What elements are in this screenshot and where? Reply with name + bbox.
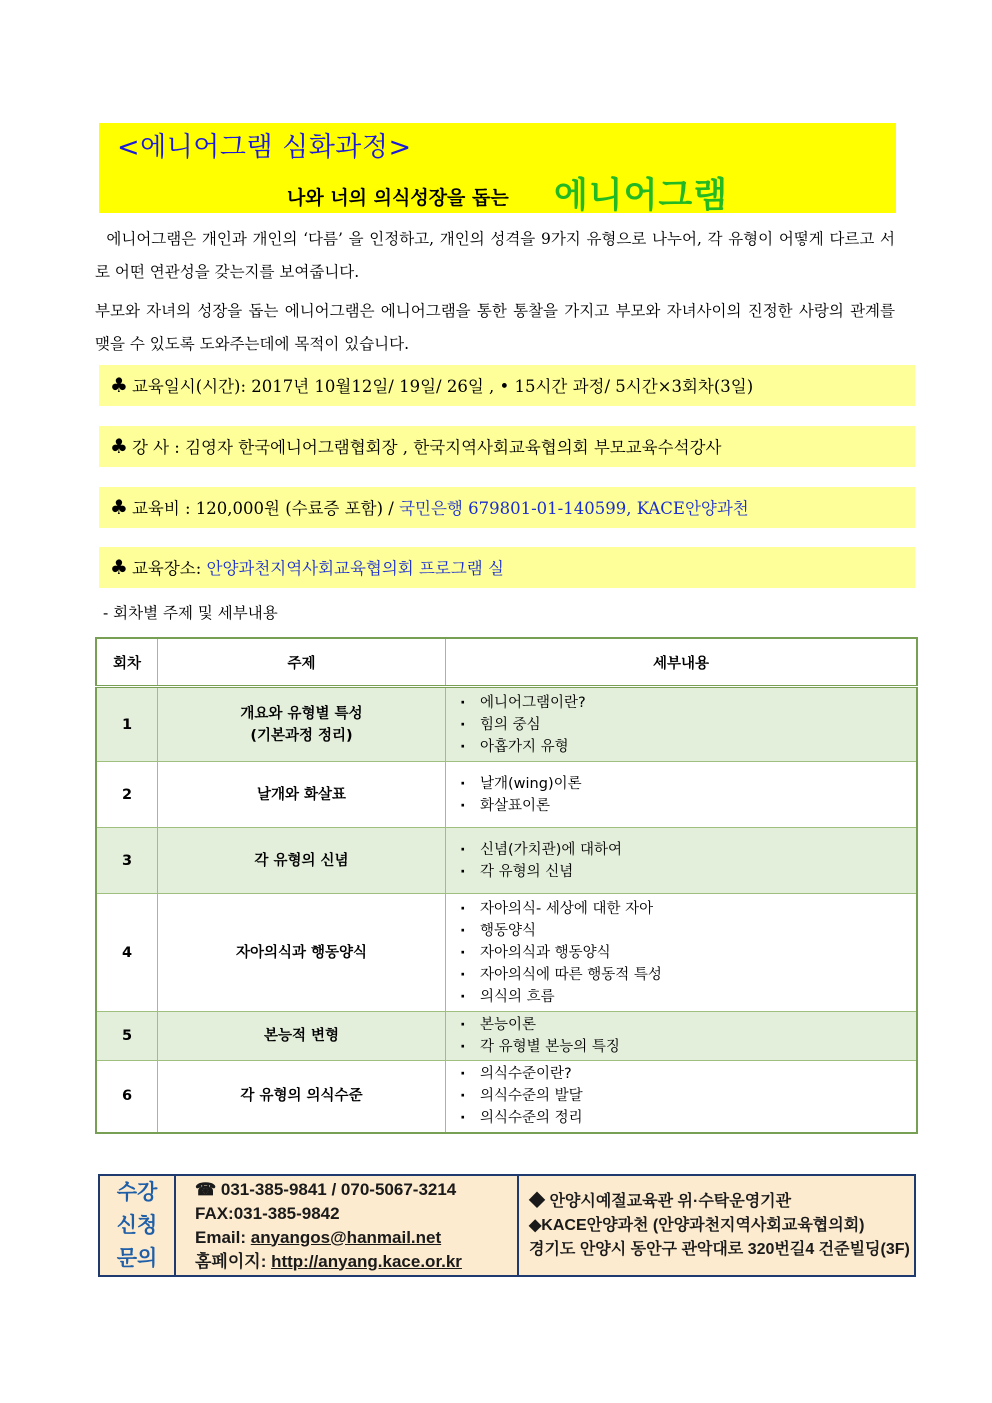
contact-label-line: 수강 xyxy=(116,1180,158,1204)
topic-line: 각 유형의 신념 xyxy=(254,852,349,869)
topic-line: (기본과정 정리) xyxy=(250,727,353,744)
contact-table xyxy=(98,1174,916,1277)
page-title-accent: 에니어그램 xyxy=(554,176,729,216)
detail-item: · 행동양식 xyxy=(460,920,916,942)
email-label: Email: xyxy=(195,1227,251,1247)
session-number: 3 xyxy=(96,828,158,894)
club-icon: ♣ xyxy=(110,555,128,579)
column-header-topic: 주제 xyxy=(158,638,446,687)
topic-line: 자아의식과 행동양식 xyxy=(235,944,368,961)
info-venue-label: 교육장소: xyxy=(131,559,207,578)
session-details xyxy=(446,1012,918,1061)
topic-line: 개요와 유형별 특성 xyxy=(240,705,363,722)
detail-item: · 힘의 중심 xyxy=(460,714,916,736)
contact-label xyxy=(99,1175,175,1276)
info-instructor-text: 강 사 : 김영자 한국에니어그램협회장 , 한국지역사회교육협의회 부모교육수석강사 xyxy=(131,438,722,457)
homepage-label: 홈페이지: xyxy=(195,1251,272,1271)
detail-item: · 의식수준의 발달 xyxy=(460,1085,916,1107)
topic-line: 날개와 화살표 xyxy=(256,786,347,803)
detail-item: · 자아의식- 세상에 대한 자아 xyxy=(460,898,916,920)
detail-item: · 본능이론 xyxy=(460,1014,916,1036)
contact-details xyxy=(175,1175,518,1276)
schedule-heading: - 회차별 주제 및 세부내용 xyxy=(103,604,278,622)
info-schedule-text: 교육일시(시간): 2017년 10월12일/ 19일/ 26일 , • 15시간 과정/ 5시간×3회차(3일) xyxy=(131,377,754,396)
org-line-1: ◆ 안양시예절교육관 위·수탁운영기관 xyxy=(529,1192,792,1210)
info-fee xyxy=(99,487,915,528)
info-instructor xyxy=(99,426,915,467)
club-icon: ♣ xyxy=(110,495,128,519)
session-topic xyxy=(158,1012,446,1061)
session-number: 5 xyxy=(96,1012,158,1061)
info-fee-label: 교육비 : 120,000원 (수료증 포함) / xyxy=(131,499,400,518)
table-row xyxy=(96,687,917,762)
detail-item: · 자아의식과 행동양식 xyxy=(460,942,916,964)
detail-item: · 각 유형별 본능의 특징 xyxy=(460,1036,916,1058)
session-details xyxy=(446,894,918,1012)
topic-line: 본능적 변형 xyxy=(263,1028,340,1044)
contact-phone: ☎ 031-385-9841 / 070-5067-3214 xyxy=(195,1179,457,1199)
detail-item: · 의식수준이란? xyxy=(460,1063,916,1085)
table-row xyxy=(96,828,917,894)
session-topic xyxy=(158,1061,446,1133)
page-title: <에니어그램 심화과정> xyxy=(117,132,412,163)
club-icon: ♣ xyxy=(110,373,128,397)
page-subtitle: 나와 너의 의식성장을 돕는 xyxy=(287,187,509,209)
org-line-2: ◆KACE안양과천 (안양과천지역사회교육협의회) xyxy=(529,1216,865,1234)
contact-fax: FAX:031-385-9842 xyxy=(195,1203,340,1223)
table-header-row xyxy=(96,638,917,687)
session-number: 1 xyxy=(96,687,158,762)
contact-label-line: 신청 xyxy=(116,1213,158,1237)
column-header-session: 회차 xyxy=(96,638,158,687)
column-header-details: 세부내용 xyxy=(446,638,918,687)
detail-item: · 에니어그램이란? xyxy=(460,692,916,714)
session-topic xyxy=(158,762,446,828)
session-topic xyxy=(158,828,446,894)
session-topic xyxy=(158,687,446,762)
contact-organization xyxy=(518,1175,915,1276)
session-details xyxy=(446,687,918,762)
session-details xyxy=(446,1061,918,1133)
title-banner xyxy=(99,123,896,216)
intro-paragraph-1: 에니어그램은 개인과 개인의 ‘다름’ 을 인정하고, 개인의 성격을 9가지 유형으로 나누어, 각 유형이 어떻게 다르고 서로 어떤 연관성을 갖는지를 보여줍니다. xyxy=(95,230,895,281)
intro-paragraph-2: 부모와 자녀의 성장을 돕는 에니어그램은 에니어그램을 통한 통찰을 가지고 부모와 자녀사이의 진정한 사랑의 관계를 맺을 수 있도록 도와주는데에 목적이 있습니다. xyxy=(95,302,895,353)
club-icon: ♣ xyxy=(110,434,128,458)
detail-item: · 날개(wing)이론 xyxy=(460,773,916,795)
table-row xyxy=(96,894,917,1012)
contact-homepage-row xyxy=(195,1250,517,1274)
session-number: 2 xyxy=(96,762,158,828)
table-row xyxy=(96,1061,917,1133)
session-topic xyxy=(158,894,446,1012)
schedule-table xyxy=(95,637,918,1134)
contact-email-row xyxy=(195,1226,517,1250)
detail-item: · 각 유형의 신념 xyxy=(460,861,916,883)
session-number: 4 xyxy=(96,894,158,1012)
info-venue-value: 안양과천지역사회교육협의회 프로그램 실 xyxy=(206,559,504,578)
session-details xyxy=(446,762,918,828)
contact-label-line: 문의 xyxy=(116,1246,158,1270)
table-row xyxy=(96,1012,917,1061)
info-fee-account: 국민은행 679801-01-140599, KACE안양과천 xyxy=(399,499,749,518)
info-schedule xyxy=(99,365,915,406)
table-row xyxy=(96,762,917,828)
detail-item: · 의식의 흐름 xyxy=(460,986,916,1008)
detail-item: · 의식수준의 정리 xyxy=(460,1107,916,1129)
homepage-link[interactable]: http://anyang.kace.or.kr xyxy=(271,1251,462,1271)
detail-item: · 화살표이론 xyxy=(460,795,916,817)
detail-item: · 자아의식에 따른 행동적 특성 xyxy=(460,964,916,986)
org-address: 경기도 안양시 동안구 관악대로 320번길4 건준빌딩(3F) xyxy=(529,1240,910,1258)
session-number: 6 xyxy=(96,1061,158,1133)
detail-item: · 신념(가치관)에 대하여 xyxy=(460,839,916,861)
detail-item: · 아홉가지 유형 xyxy=(460,736,916,758)
email-link[interactable]: anyangos@hanmail.net xyxy=(250,1227,442,1247)
session-details xyxy=(446,828,918,894)
info-venue xyxy=(99,547,915,588)
topic-line: 각 유형의 의식수준 xyxy=(240,1088,363,1105)
